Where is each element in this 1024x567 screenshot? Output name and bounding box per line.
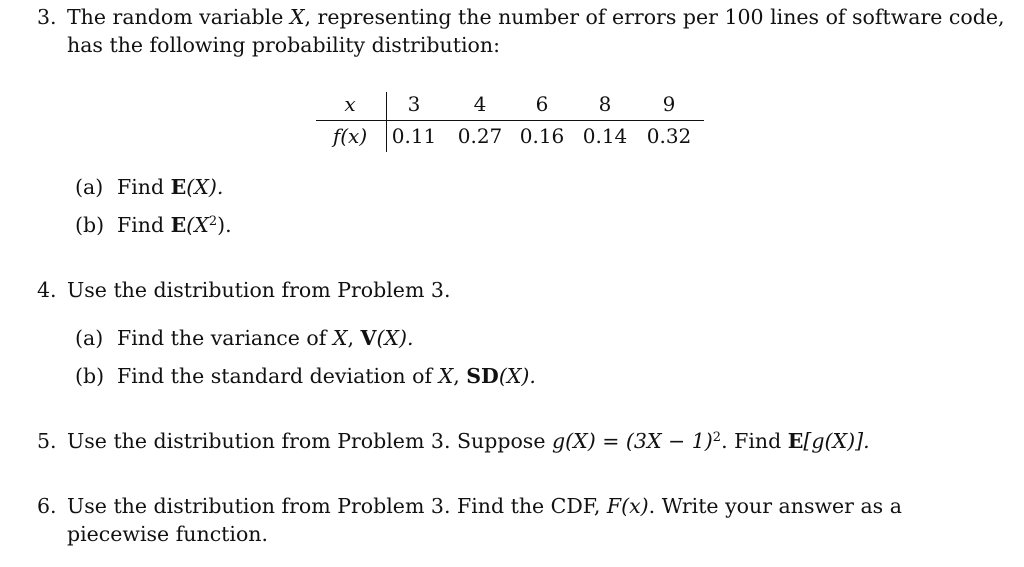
table-x-value: 3: [407, 92, 421, 116]
table-x-label: x: [344, 92, 356, 116]
problem-3b-label: (b): [75, 213, 105, 237]
problem-4-number: 4.: [37, 278, 57, 302]
problem-3-intro-text-a: The random variable: [67, 5, 290, 29]
problem-3-intro-text-b: , representing the number of errors per 100 lines of software code,: [304, 5, 1005, 29]
table-f-value: 0.11: [391, 124, 437, 148]
table-x-value: 9: [662, 92, 676, 116]
table-f-value: 0.32: [646, 124, 692, 148]
problem-3-number: 3.: [37, 5, 57, 29]
table-x-value: 6: [535, 92, 549, 116]
problem-4b-text: Find the standard deviation of X, SD(X).: [117, 364, 536, 388]
problem-3-variable-x: X: [289, 5, 305, 29]
problem-5-text: Use the distribution from Problem 3. Suppose $g(X) = (3X - 1)^2$. Find E[g(X)].: [67, 429, 870, 453]
problem-6-line2: piecewise function.: [67, 522, 269, 546]
problem-4a-text: Find the variance of X, V(X).: [117, 326, 414, 350]
problem-4a-label: (a): [75, 326, 104, 350]
problem-3-intro-line1: [67, 3, 1005, 31]
probability-distribution-table: [316, 92, 704, 154]
problem-3b-text: Find $E(X^2)$.: [117, 213, 232, 237]
table-x-value: 4: [473, 92, 487, 116]
problem-3a-text: Find E(X).: [117, 175, 224, 199]
problem-6-line1: Use the distribution from Problem 3. Find the CDF, F(x). Write your answer as a: [67, 494, 902, 518]
problem-5-number: 5.: [37, 429, 57, 453]
table-f-value: 0.27: [457, 124, 503, 148]
problem-3-intro-line2: has the following probability distribution:: [67, 33, 500, 57]
table-horizontal-rule: [316, 120, 704, 121]
table-f-value: 0.14: [582, 124, 628, 148]
problem-4b-label: (b): [75, 364, 105, 388]
table-fx-label: f(x): [332, 124, 368, 148]
problem-3a-label: (a): [75, 175, 104, 199]
table-x-value: 8: [598, 92, 612, 116]
table-f-value: 0.16: [519, 124, 565, 148]
problem-6-number: 6.: [37, 494, 57, 518]
problem-4-text: Use the distribution from Problem 3.: [67, 278, 451, 302]
